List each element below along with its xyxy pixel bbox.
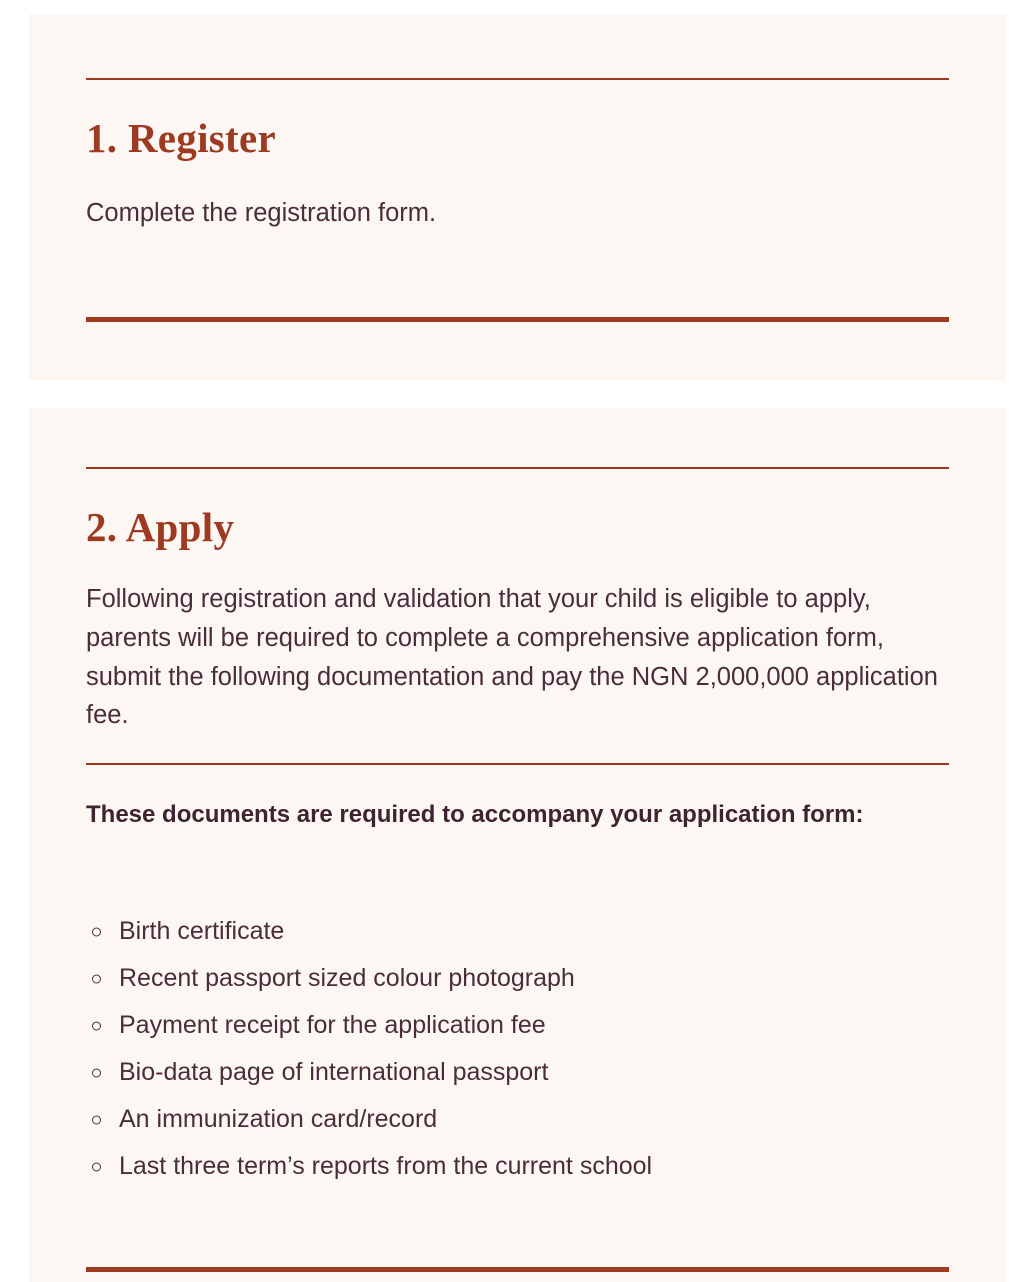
list-item [86,1143,949,1190]
circle-bullet-icon [92,974,101,983]
circle-bullet-icon [92,1021,101,1030]
step-title-register: 1. Register [86,115,277,161]
documents-list [86,908,949,1190]
list-item [86,908,949,955]
list-item [86,1096,949,1143]
list-item [86,955,949,1002]
circle-bullet-icon [92,1115,101,1124]
list-item-label: Last three term’s reports from the current school [119,1152,653,1180]
step-body-apply: Following registration and validation that your child is eligible to apply, parents will be required to complete a comprehensive application form, submit the following documentation and pay the NGN 2,000,000 application fee. [86,585,938,730]
step-card-apply [29,408,1006,1282]
divider-bottom-apply [86,1267,949,1272]
step-body-register: Complete the registration form. [86,199,437,227]
divider-documents [86,763,949,765]
circle-bullet-icon [92,1068,101,1077]
list-item-label: Payment receipt for the application fee [119,1011,546,1039]
divider-bottom-register [86,317,949,322]
documents-heading: These documents are required to accompany your application form: [86,801,864,828]
divider-top-apply [86,467,949,469]
list-item-label: Birth certificate [119,917,285,945]
circle-bullet-icon [92,1162,101,1171]
divider-top-register [86,78,949,80]
circle-bullet-icon [92,927,101,936]
list-item-label: Bio-data page of international passport [119,1058,549,1086]
step-card-register [29,14,1006,380]
step-title-apply: 2. Apply [86,504,235,550]
list-item [86,1049,949,1096]
list-item-label: An immunization card/record [119,1105,438,1133]
list-item-label: Recent passport sized colour photograph [119,964,575,992]
list-item [86,1002,949,1049]
